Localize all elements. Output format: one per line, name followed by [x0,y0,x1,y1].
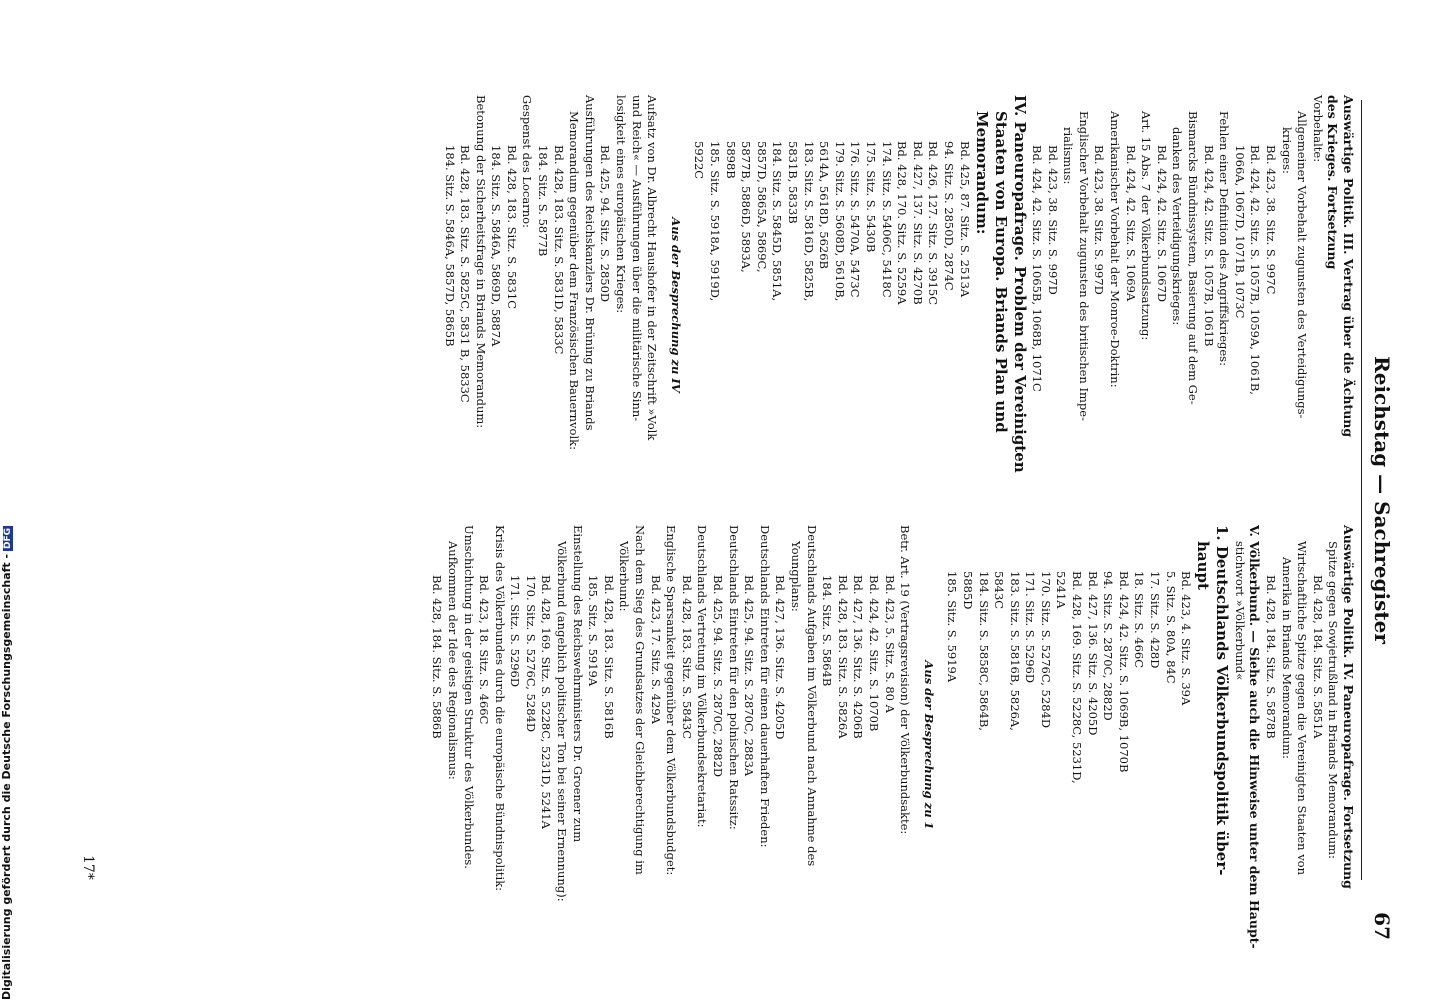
index-line: Bd. 427, 136. Sitz. S. 4205D [773,575,788,740]
index-line: und Reich« — Ausführungen über die militärische Sinn- [629,95,644,422]
index-line: danken des Verteidigungskrieges: [1170,127,1185,326]
index-line: 5922C [692,141,707,180]
index-line: 5857D, 5865A, 5869C, [754,141,769,273]
index-line: 170. Sitz. S. 5276C, 5284D [1038,571,1053,729]
index-line: 185. Sitz. S. 5919A [586,575,601,687]
index-line: Gespenst des Locarno: [520,95,535,228]
index-line: Bd. 428, 183. Sitz. S. 5825C, 5831 B, 5833C [458,145,473,403]
index-line: krieges: [1279,127,1294,174]
index-line: Bd. 423, 18. Sitz. S. 466C [477,575,492,725]
index-line: Bd. 424, 42. Sitz. S. 1070B [866,575,881,732]
index-line: Amerika in Briands Memorandum: [1279,557,1294,759]
index-line: Allgemeiner Vorbehalt zugunsten des Verteidigungs- [1295,111,1310,419]
index-line: Bd. 425, 94. Sitz. S. 2850D [598,145,613,303]
index-line: Auswärtige Politik. III. Vertrag über die Ächtung [1341,95,1356,438]
index-line: 185. Sitz. S. 5919A [945,571,960,683]
index-line: 17. Sitz. S. 428D [1148,571,1163,669]
index-line: Bd. 428, 183. Sitz. S. 5816B [601,575,616,739]
index-line: 5831B, 5833B [786,141,800,224]
index-line: losigkeit eines europäischen Krieges: [614,95,629,314]
credit-text: Digitalisierung gefördert durch die Deutsche Forschungsgemeinschaft - [0,553,13,1000]
index-line: Bd. 424, 42. Sitz. S. 1069A [1123,145,1138,302]
index-line: Bd. 424, 42. Sitz. S. 1057B, 1059A, 1061B, [1248,145,1263,395]
index-line: Deutschlands Vertretung im Völkerbundsekretariat: [695,525,710,828]
index-line: 183. Sitz. S. 5816B, 5826A, [1007,571,1022,731]
index-line: 184. Sitz. S. 5845D, 5851A, [770,141,785,302]
index-line: Bd. 428, 170. Sitz. S. 5259A [895,141,910,305]
dfg-logo-icon: DFG [3,527,13,549]
index-line: 184. Sitz. S. 5846A, 5857D, 5865B [442,145,457,347]
index-line: 5885D [960,571,975,610]
index-line: Bd. 428, 169. Sitz. S. 5228C, 5231D, 5241A [539,575,554,829]
index-line: Fehlen einer Definition des Angriffskrieges: [1217,111,1232,366]
index-line: Aus der Besprechung zu 1 [921,660,936,830]
index-line: Bd. 423, 5. Sitz. S. 80 A [882,575,897,713]
index-line: 171. Sitz. S. 5296D [508,575,523,688]
index-line: 5. Sitz. S. 80A, 84C [1163,571,1178,684]
index-line: Bd. 425, 94. Sitz. S. 2870C, 2882D [711,575,726,778]
index-line: 176. Sitz. S. 5470A, 5473C [848,141,863,298]
index-line: 184. Sitz. S. 5846A, 5869D, 5887A [489,145,504,347]
index-line: Bd. 426, 127. Sitz. S. 3915C [926,141,941,306]
index-line: Bd. 428, 184. Sitz. S. 5878B [1264,575,1279,739]
index-line: Bd. 423, 17. Sitz. S. 429A [648,575,663,724]
index-line: Englischer Vorbehalt zugunsten des britischen Impe- [1076,111,1091,421]
index-line: 5843C [992,571,1007,610]
index-line: Deutschlands Eintreten für einen dauerhaften Frieden: [757,525,772,848]
index-line: Krisis des Völkerbundes durch die europäische Bündnispolitik: [492,525,507,892]
index-line: Ausführungen des Reichskanzlers Dr. Brüning zu Briands [582,95,597,431]
index-line: Betr. Art. 19 (Vertragsrevision) der Völkerbundsakte: [898,525,913,835]
index-line: Youngplans: [789,541,803,612]
index-line: Memorandum gegenüber dem Französischen Bauernvolk: [567,111,582,450]
index-line: Bd. 428, 184. Sitz. S. 5851A [1310,575,1325,739]
index-line: 94. Sitz. S. 2850D, 2874C [941,141,956,291]
index-line: 5241A [1054,571,1069,609]
index-line: stichwort »Völkerbund« [1232,541,1247,681]
index-line: 94. Sitz. S. 2870C, 2882D [1101,571,1116,721]
index-line: Bd. 428, 183. Sitz. S. 5831C [504,145,519,310]
index-line: 5614A, 5618D, 5626B [817,141,832,269]
index-line: Aufkommen der Idee des Regionalismus: [445,541,460,780]
index-line: Auswärtige Politik. IV. Paneuropafrage. Fortsetzung [1341,525,1356,889]
index-line: Bismarcks Bündnissystem, Basierung auf dem Ge- [1186,111,1201,405]
index-line: Bd. 427, 136. Sitz. S. 4206B [851,575,866,739]
index-line: Bd. 425, 87. Sitz. S. 2513A [957,141,972,298]
index-line: 184. Sitz. S. 5858C, 5864B, [976,571,991,731]
index-line: Bd. 425, 94. Sitz. S. 2870C, 2883A [742,575,757,777]
index-line: Völkerbund (angeblich politischer Ton bei seiner Ernennung): [555,541,570,902]
index-line: rialismus: [1061,127,1076,185]
index-line: 5877B, 5886D, 5893A, [739,141,754,273]
index-line: Bd. 424, 42. Sitz. S. 1067D [1154,145,1169,303]
index-line: Bd. 428, 183. Sitz. S. 5826A [835,575,850,739]
index-line: Einstellung des Reichswehrministers Dr. Groener zum [570,525,585,843]
index-line: Vorbehalte: [1310,95,1325,163]
index-line: Art. 15 Abs. 7 der Völkerbundssatzung: [1139,111,1154,341]
index-line: Bd. 428, 183. Sitz. S. 5843C [679,575,694,740]
index-line: Bd. 424, 42. Sitz. S. 1057B, 1061B [1201,145,1216,347]
index-line: haupt [1194,541,1213,590]
index-line: Bd. 423, 38. Sitz. S. 997D [1045,145,1060,295]
index-line: 1066A, 1067D, 1071B, 1073C [1232,145,1247,319]
index-line: Aus der Besprechung zu IV [668,217,683,393]
index-line: 170. Sitz. S. 5276C, 5284D [523,575,538,733]
index-line: 174. Sitz. S. 5406C, 5418C [879,141,894,298]
index-line: Englische Sparsamkeit gegenüber dem Völkerbundsbudget: [664,525,679,876]
index-line: Bd. 423, 4. Sitz. S. 39A [1179,571,1194,706]
index-line: Bd. 424, 42. Sitz. S. 1069B, 1070B [1116,571,1131,773]
index-line: Bd. 428, 169. Sitz. S. 5228C, 5231D, [1070,571,1085,784]
index-line: 179. Sitz. S. 5608D, 5610B, [832,141,847,302]
index-line: Völkerbund: [617,541,632,612]
index-line: Memorandum: [972,111,991,235]
index-line: Bd. 427, 136. Sitz. S. 4205D [1085,571,1100,736]
page-number: 67 [1370,912,1394,940]
index-line: V. Völkerbund. — Siehe auch die Hinweise unter dem Haupt- [1247,525,1263,949]
index-line: Bd. 427, 137. Sitz. S. 4270B [910,141,925,305]
index-line: Aufsatz von Dr. Albrecht Haushofer in der Zeitschrift »Volk [645,95,660,441]
index-line: Wirtschaftliche Spitze gegen die Vereinigten Staaten von [1295,541,1310,876]
running-title: Reichstag — Sachregister [1370,356,1394,644]
index-line: Bd. 423, 38. Sitz. S. 997D [1092,145,1107,295]
left-column [441,95,1356,515]
index-line: des Krieges. Fortsetzung [1325,95,1341,270]
index-line: IV. Paneuropafrage. Problem der Vereinigten [1010,95,1029,473]
index-line: 184. Sitz. S. 5864B [820,575,835,687]
index-line: 171. Sitz. S. 5296D [1023,571,1038,684]
index-line: 184. Sitz. S. 5877B [536,145,551,257]
index-line: 183. Sitz. S. 5816D, 5825B, [801,141,816,302]
right-column [429,525,1356,965]
index-line: Amerikanischer Vorbehalt der Monroe-Doktrin: [1108,111,1123,388]
folio-signature: 17* [80,855,96,880]
index-line: Nach dem Sieg des Grundsatzes der Gleichberechtigung im [633,525,648,875]
index-line: Spitze gegen Sowjetrußland in Briands Memorandum: [1326,541,1341,859]
index-line: Deutschlands Aufgaben im Völkerbund nach Annahme des [804,525,819,867]
index-line: Betonung der Sicherheitsfrage in Briands Memorandum: [473,95,488,429]
index-line: Bd. 424, 42. Sitz. S. 1065B, 1068B, 1071C [1030,145,1045,392]
index-line: Bd. 423, 38. Sitz. S. 997C [1264,145,1279,295]
index-line: 175. Sitz. S. 5430B [863,141,878,253]
index-line: Umschichtung in der geistigen Struktur des Völkerbundes. [461,525,476,869]
index-line: 185. Sitz. S. 5918A, 5919D, [708,141,723,302]
digitization-credit [0,0,20,1000]
index-line: 18. Sitz. S. 466C [1132,571,1147,669]
index-line: Deutschlands Eintreten für den polnischen Ratssitz: [726,525,741,830]
index-line: 5898B [723,141,738,179]
index-line: Staaten von Europa. Briands Plan und [991,111,1010,433]
index-line: Bd. 428, 183. Sitz. S. 5831D, 5833C [551,145,566,355]
index-line: 1. Deutschlands Völkerbundspolitik über- [1213,525,1232,876]
index-line: Bd. 428, 184. Sitz. S. 5886B [430,575,445,739]
page-header [1362,60,1394,940]
header-rule [1361,100,1362,880]
